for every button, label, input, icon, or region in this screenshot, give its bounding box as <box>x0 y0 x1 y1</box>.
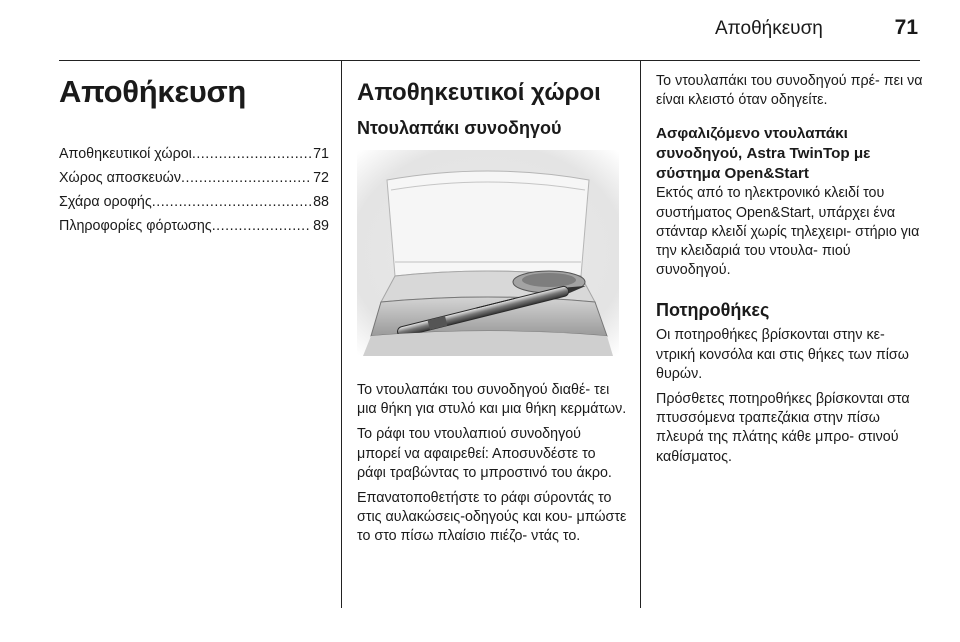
toc-entry[interactable] <box>59 166 329 190</box>
paragraph: Πρόσθετες ποτηροθήκες βρίσκονται στα πτυσσόμενα τραπεζάκια στην πίσω πλευρά της πλάτης κάθε μπρο- στινού καθίσματος. <box>656 391 910 465</box>
paragraph: Εκτός από το ηλεκτρονικό κλειδί του συστήματος Open&Start, υπάρχει ένα στάνταρ κλειδί χωρίς τηλεχειρι- στήριο για την κλειδαριά του ντουλα- πιού συνοδηγού. <box>656 185 920 279</box>
glovebox-illustration <box>357 150 619 356</box>
paragraph: Το ράφι του ντουλαπιού συνοδηγού μπορεί να αφαιρεθεί: Αποσυνδέστε το ράφι τραβώντας το μπροστινό του άκρο. <box>357 426 612 481</box>
toc-entry-label: Αποθηκευτικοί χώροι <box>59 146 192 162</box>
chapter-title: Αποθήκευση <box>59 74 247 109</box>
section-title: Αποθηκευτικοί χώροι <box>357 79 601 106</box>
toc-entry-page: 71 <box>313 146 329 162</box>
column-divider-2 <box>640 61 641 608</box>
table-of-contents <box>59 142 329 238</box>
toc-entry-page: 89 <box>313 218 329 234</box>
subsection-title-lockable: Ασφαλιζόμενο ντουλαπάκι συνοδηγού, Astra TwinTop με σύστημα Open&Start <box>656 125 871 183</box>
toc-leader <box>181 166 311 190</box>
paragraph: Το ντουλαπάκι του συνοδηγού διαθέ- τει μια θήκη για στυλό και μια θήκη κερμάτων. <box>357 382 627 418</box>
running-header-title: Αποθήκευση <box>715 18 823 39</box>
toc-entry[interactable] <box>59 214 329 238</box>
paragraph: Το ντουλαπάκι του συνοδηγού πρέ- πει να είναι κλειστό όταν οδηγείτε. <box>656 73 923 109</box>
paragraph: Οι ποτηροθήκες βρίσκονται στην κε- ντρική κονσόλα και στις θήκες των πίσω θυρών. <box>656 327 909 382</box>
paragraph: Επανατοποθετήστε το ράφι σύροντάς το στις αυλακώσεις-οδηγούς και κου- μπώστε το στο πίσω πλαίσιο πιέζο- ντάς το. <box>357 490 627 545</box>
toc-leader <box>212 214 311 238</box>
page-number: 71 <box>894 16 918 39</box>
toc-entry-label: Σχάρα οροφής <box>59 194 152 210</box>
toc-leader <box>152 190 311 214</box>
column-2 <box>357 72 627 553</box>
toc-entry-label: Χώρος αποσκευών <box>59 170 181 186</box>
column-3 <box>656 72 926 473</box>
toc-entry[interactable] <box>59 142 329 166</box>
column-1 <box>59 72 329 238</box>
subsection-title: Ντουλαπάκι συνοδηγού <box>357 118 562 138</box>
toc-leader <box>192 142 311 166</box>
header-divider <box>59 60 920 61</box>
column-divider-1 <box>341 61 342 608</box>
subsection-title-cupholders: Ποτηροθήκες <box>656 300 770 321</box>
toc-entry[interactable] <box>59 190 329 214</box>
toc-entry-label: Πληροφορίες φόρτωσης <box>59 218 212 234</box>
toc-entry-page: 72 <box>313 170 329 186</box>
toc-entry-page: 88 <box>313 194 329 210</box>
